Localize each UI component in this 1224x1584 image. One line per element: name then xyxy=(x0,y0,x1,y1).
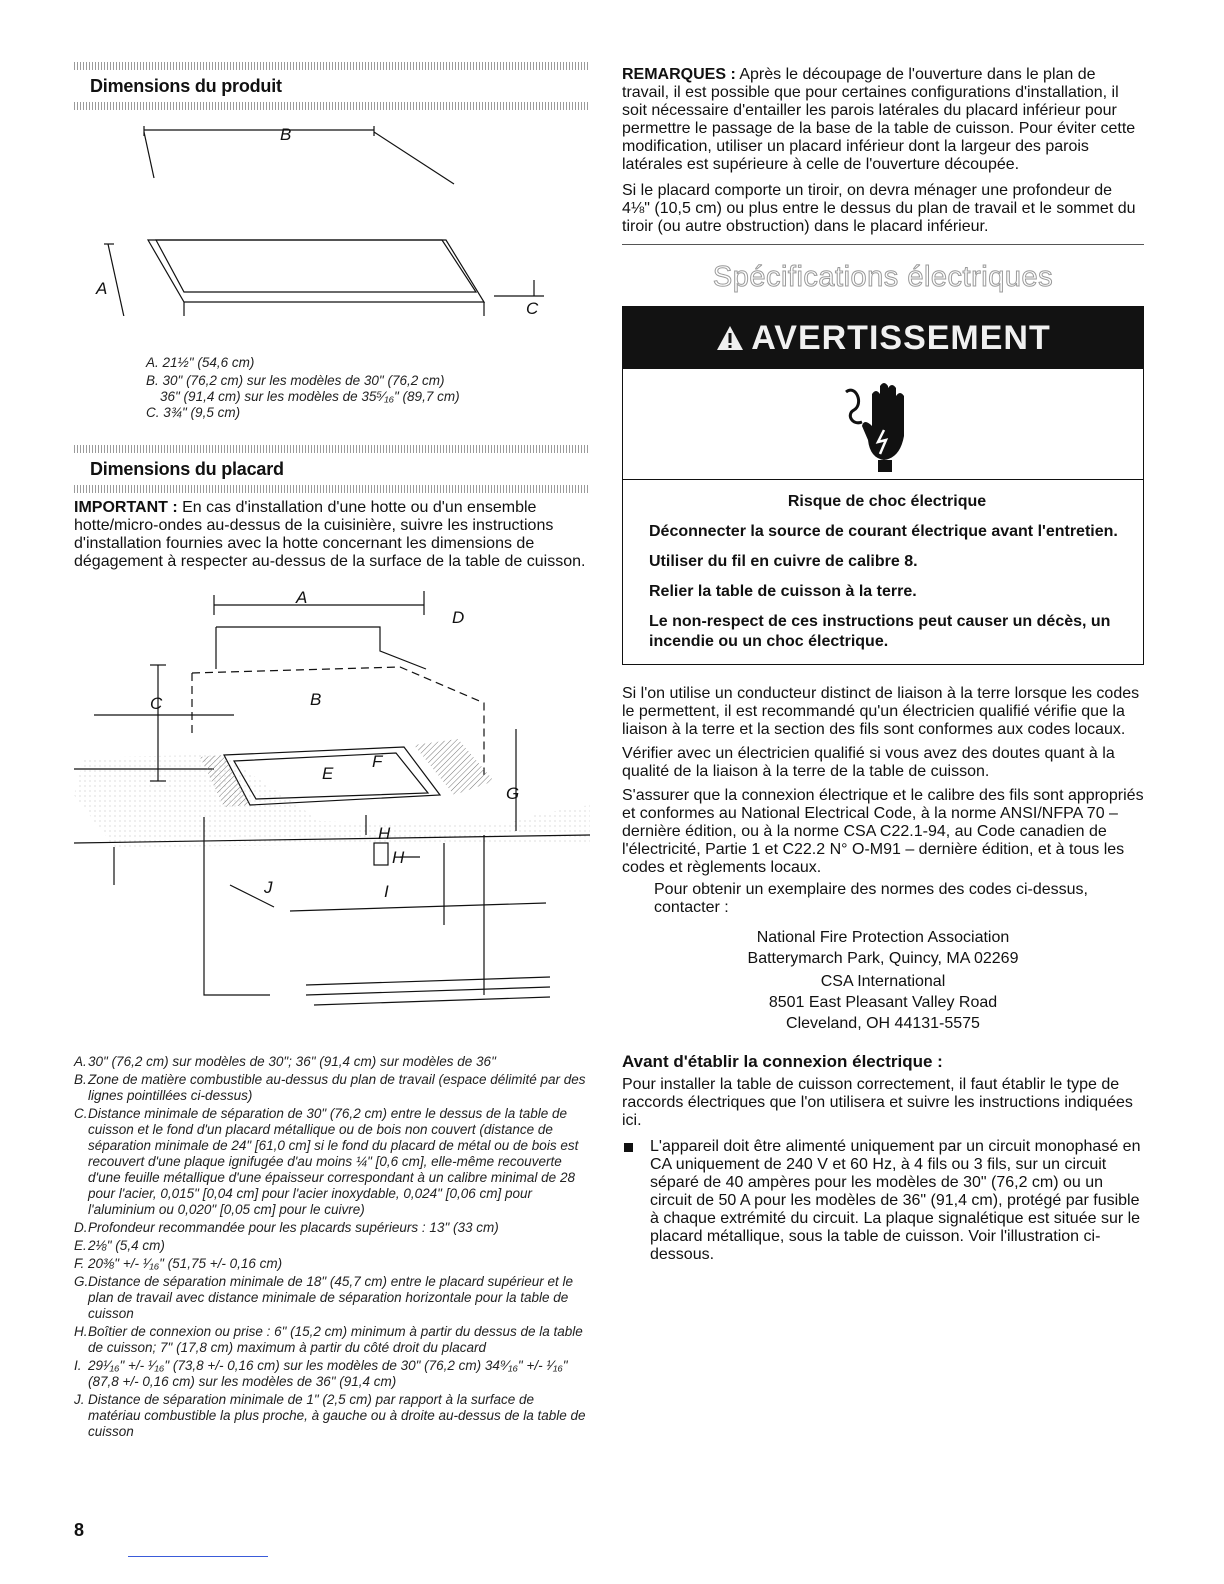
label-i: I xyxy=(384,882,389,901)
legend-item: E. 2⅛" (5,4 cm) xyxy=(74,1238,165,1253)
remarques-paragraph: REMARQUES : Après le découpage de l'ouverture dans le plan de travail, il est possible que pour certaines configurations d'installation, il soit nécessaire d'entailler les parois latérales du placard inférieur pour permettre le passage de la base de la table de cuisson. Pour éviter cette modification, utiliser un placard inférieur dont la largeur des parois latérales est supérieure à celle de l'ouverture découpée. xyxy=(622,66,1136,173)
product-dimensions-header xyxy=(74,62,590,110)
right-column xyxy=(622,66,1144,1264)
electric-shock-hand-icon xyxy=(838,374,928,474)
drawer-paragraph: Si le placard comporte un tiroir, on devra ménager une profondeur de 4⅛" (10,5 cm) ou plus entre le dessus du plan de travail et le sommet du tiroir (ou autre obstruction) dans le placard inférieur. xyxy=(622,182,1136,235)
paragraph-codes: S'assurer que la connexion électrique et le calibre des fils sont appropriés et conformes au National Electrical Code, à la norme ANSI/NFPA 70 – dernière édition, ou à la norme CSA C22.1-94, au Code canadien de l'électricité, Partie 1 et C22.2 N° O-M91 – dernière édition, et à tous les codes et règlements locaux. xyxy=(622,787,1144,876)
divider xyxy=(622,244,1144,245)
legend-item: D. Profondeur recommandée pour les placards supérieurs : 13" (33 cm) xyxy=(74,1220,499,1235)
legend-item: J. Distance de séparation minimale de 1" (2,5 cm) par rapport à la surface de matériau combustible la plus proche, à gauche ou à droite au-dessus de la table de cuisson xyxy=(74,1392,586,1439)
address-nfpa: National Fire Protection Association Batterymarch Park, Quincy, MA 02269 xyxy=(747,929,1019,967)
paragraph-copy: Pour obtenir un exemplaire des normes des codes ci-dessus, contacter : xyxy=(654,881,1088,916)
before-paragraph: Pour installer la table de cuisson correctement, il faut établir le type de raccords électriques que l'on utilisera et suivre les instructions indiquées ici. xyxy=(622,1076,1133,1129)
label-d: D xyxy=(452,608,465,627)
warning-triangle-icon xyxy=(715,324,745,352)
label-b: B xyxy=(280,125,292,144)
label-h-side: H xyxy=(392,848,405,867)
paragraph-grounding: Si l'on utilise un conducteur distinct de liaison à la terre lorsque les codes le permettent, il est recommandé qu'un électricien qualifié vérifie que la liaison à la terre et la section des fils sont conformes aux codes locaux. xyxy=(622,685,1140,738)
label-h-top: H xyxy=(378,824,391,843)
page-number: 8 xyxy=(74,1520,85,1540)
legend-item: B. Zone de matière combustible au-dessus du plan de travail (espace délimité par des lignes pointillées ci-dessus) xyxy=(74,1072,586,1103)
label-c: C xyxy=(526,299,539,316)
label-e: E xyxy=(322,764,334,783)
important-note: IMPORTANT : En cas d'installation d'une hotte ou d'un ensemble hotte/micro-ondes au-dessus de la cuisinière, suivre les instructions d'installation fournies avec la hotte concernant les dimensions de dégagement à respecter au-dessus de la surface de la table de cuisson. xyxy=(74,499,586,570)
product-legend: A. 21½" (54,6 cm) B. 30" (76,2 cm) sur les modèles de 30" (76,2 cm) 36" (91,4 cm) sur les modèles de 35⁵⁄₁₆" (89,7 cm) C. 3¾" (9,5 cm) xyxy=(146,355,460,420)
bullet-icon xyxy=(624,1143,633,1152)
warning-box xyxy=(622,306,1144,665)
label-a: A xyxy=(96,279,108,298)
cooktop-dimensions-diagram xyxy=(74,116,590,316)
label-j: J xyxy=(264,878,273,897)
paragraph-verify: Vérifier avec un électricien qualifié si vous avez des doutes quant à la qualité de la liaison à la terre de la table de cuisson. xyxy=(622,745,1115,780)
legend-item: A. 30" (76,2 cm) sur modèles de 30"; 36" (91,4 cm) sur modèles de 36" xyxy=(74,1054,496,1069)
warning-text: Risque de choc électrique Déconnecter la source de courant électrique avant l'entretien. Utiliser du fil en cuivre de calibre 8. Relier la table de cuisson à la terre. Le non-respect de ces instructions peut causer un décès, un incendie ou un choc électrique. xyxy=(649,493,1118,650)
legend-item: H. Boîtier de connexion ou prise : 6" (15,2 cm) minimum à partir du dessus de la table de cuisson; 7" (17,8 cm) maximum à partir du côté droit du placard xyxy=(74,1324,583,1355)
left-column xyxy=(74,62,590,1442)
product-dimensions-title: Dimensions du produit xyxy=(90,76,282,96)
cabinet-dimensions-title: Dimensions du placard xyxy=(90,459,284,479)
legend-item: C. Distance minimale de séparation de 30" (76,2 cm) entre le dessus de la table de cuisson et le fond d'un placard métallique ou de bois non couvert (distance de séparation minimale de 24" [61,0 cm] si le fond du placard de métal ou de bois est recouvert d'une plaque ignifugée d'au moins ¼" [0,6 cm], elle-même recouverte d'une feuille métallique d'une épaisseur correspondant à un calibre minimal de 28 pour l'acier, 0,015" [0,04 cm] pour l'acier inoxydable, 0,024" [0,06 cm] pour l'aluminium ou 0,020" [0,05 cm] pour le cuivre) xyxy=(74,1106,579,1217)
before-heading: Avant d'établir la connexion électrique : xyxy=(622,1052,943,1071)
legend-item: G. Distance de séparation minimale de 18" (45,7 cm) entre le placard supérieur et le plan de travail avec distance minimale de séparation horizontale pour la table de cuisson xyxy=(74,1274,574,1321)
label-b: B xyxy=(310,690,322,709)
spec-title: Spécifications électriques xyxy=(712,261,1054,293)
legend-item: F. 20⅜" +/- ¹⁄₁₆" (51,75 +/- 0,16 cm) xyxy=(74,1256,283,1271)
cabinet-dimensions-header xyxy=(74,445,590,493)
label-g: G xyxy=(506,784,520,803)
label-f: F xyxy=(372,752,383,771)
warning-title: AVERTISSEMENT xyxy=(751,318,1051,357)
footer-line xyxy=(128,1556,268,1557)
legend-item: I. 29¹⁄₁₆" +/- ¹⁄₁₆" (73,8 +/- 0,16 cm) sur les modèles de 30" (76,2 cm) 34⁹⁄₁₆" +/- ¹⁄₁₆" (87,8 +/- 0,16 cm) sur les modèles de 36" (91,4 cm) xyxy=(74,1358,568,1389)
label-c: C xyxy=(150,694,163,713)
cabinet-legend xyxy=(74,1054,590,1440)
address-csa: CSA International 8501 East Pleasant Valley Road Cleveland, OH 44131-5575 xyxy=(768,973,998,1032)
cabinet-dimensions-diagram xyxy=(74,585,590,1043)
warning-header xyxy=(623,307,1143,369)
bullet-item: L'appareil doit être alimenté uniquement par un circuit monophasé en CA uniquement de 240 V et 60 Hz, à 4 fils ou 3 fils, sur un circuit séparé de 40 ampères pour les modèles de 30" (76,2 cm) ou un circuit de 50 A pour les modèles de 36" (91,4 cm), protégé par fusible à chaque extrémité du circuit. La plaque signalétique est située sur le placard métallique, sous la table de cuisson. Voir l'illustration ci-dessous. xyxy=(622,1138,1144,1264)
label-a: A xyxy=(296,588,308,607)
